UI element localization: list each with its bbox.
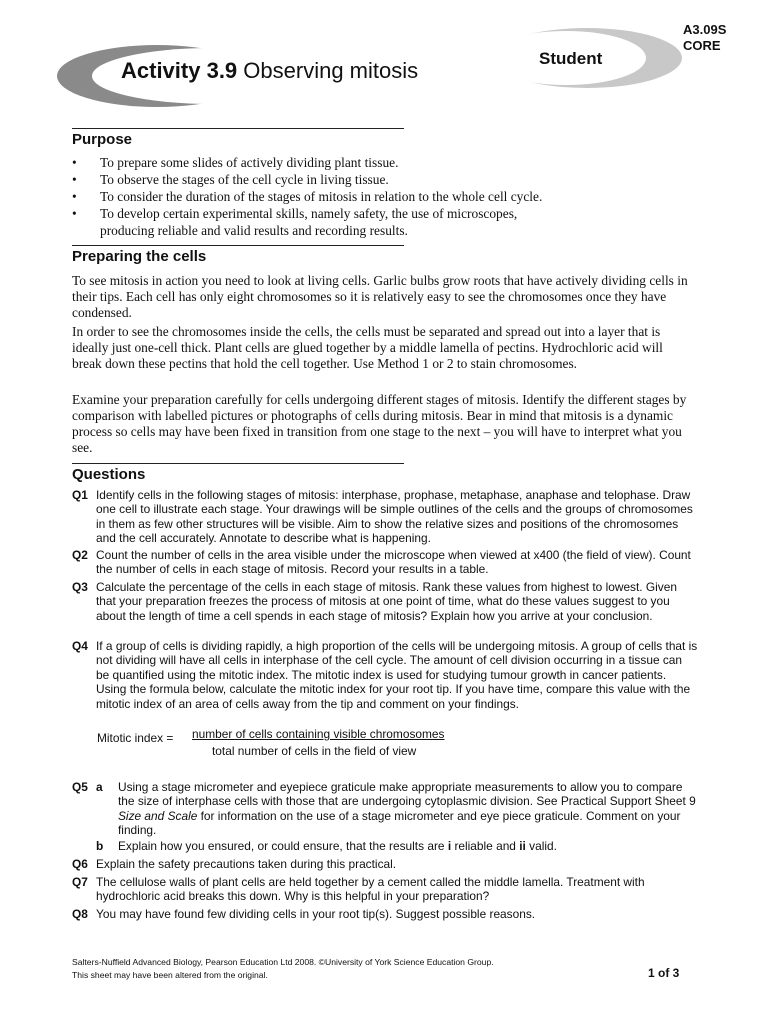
question-q8: Q8 You may have found few dividing cells in your root tip(s). Suggest possible reasons. (72, 907, 536, 921)
footer (72, 956, 494, 982)
footer-note: This sheet may have been altered from the original. (72, 970, 268, 980)
questions-heading: Questions (72, 466, 146, 483)
questions-rule (72, 463, 404, 464)
mitotic-index-label: Mitotic index = (97, 731, 174, 745)
question-q6: Q6 Explain the safety precautions taken during this practical. (72, 857, 397, 871)
purpose-list (72, 154, 712, 239)
preparing-paragraph: In order to see the chromosomes inside the cells, the cells must be separated and spread out into a layer that is ideally just one-cell thick. Plant cells are glued together by a middle lamella of pectins. Hydrochloric acid will break down these pectins that hold the cell together. Use Method 1 or 2 to stain chromosomes. (72, 324, 663, 371)
list-item: • To develop certain experimental skills, namely safety, the use of microscopes, producing reliable and valid results and recording results. (72, 206, 518, 238)
mitotic-index-denominator: total number of cells in the field of view (212, 744, 417, 758)
student-badge: Student (539, 49, 603, 68)
page-number: 1 of 3 (648, 966, 680, 980)
title-text: Observing mitosis (237, 58, 419, 83)
preparing-paragraph: To see mitosis in action you need to look at living cells. Garlic bulbs grow roots that have actively dividing cells in their tips. Each cell has only eight chromosomes so it is relatively easy to see the chromosomes once they have condensed. (72, 273, 688, 320)
question-q3: Q3 Calculate the percentage of the cells in each stage of mitosis. Rank these values from highest to lowest. Given that your preparation freezes the process of mitosis at one point of time, what do these values suggest to you about the length of time a cell spends in each stage of mitosis? Explain how you arrive at your conclusion. (72, 580, 677, 623)
list-item: • To consider the duration of the stages of mitosis in relation to the whole cell cycle. (72, 189, 543, 204)
list-item: • To observe the stages of the cell cycle in living tissue. (72, 172, 389, 187)
question-q2: Q2 Count the number of cells in the area visible under the microscope when viewed at x400 (the field of view). Count the number of cells in each stage of mitosis. Record your results in a table. (72, 548, 691, 577)
question-q5b: b Explain how you ensured, or could ensure, that the results are i reliable and ii valid. (96, 839, 557, 853)
mitotic-index-numerator: number of cells containing visible chromosomes (192, 727, 445, 741)
list-item: • To prepare some slides of actively dividing plant tissue. (72, 155, 399, 170)
question-q5a: Q5 a Using a stage micrometer and eyepiece graticule make appropriate measurements to allow you to compare the size of interphase cells with those that are undergoing cytoplasmic division. See Practical Support Sheet 9 Size and Scale for information on the use of a stage micrometer and eye piece graticule. Comment on your finding. (72, 780, 696, 838)
preparing-paragraph: Examine your preparation carefully for cells undergoing different stages of mitosis. Identify the different stages by comparison with labelled pictures or photographs of cells during mitosis. Bear in mind that mitosis is a dynamic process so cells may have been fixed in transition from one stage to the next – you will have to interpret what you see. (72, 392, 687, 455)
page-title (121, 58, 418, 84)
sheet-code-id: A3.09S (683, 22, 727, 37)
sheet-code (683, 22, 726, 54)
question-q4: Q4 If a group of cells is dividing rapidly, a high proportion of the cells will be undergoing mitosis. A group of cells that is not dividing will have all cells in interphase of the cell cycle. The amount of cell division occurring in a tissue can be quantified using the mitotic index. The mitotic index is used for studying tumour growth in cancer patients. Using the formula below, calculate the mitotic index for your root tip. If you have time, compare this value with the mitotic index of an area of cells away from the tip and comment on your findings. (72, 639, 698, 711)
question-q7: Q7 The cellulose walls of plant cells are held together by a cement called the middle lamella. Treatment with hydrochloric acid breaks this down. Why is this helpful in your preparation? (72, 875, 645, 904)
question-q1: Q1 Identify cells in the following stages of mitosis: interphase, prophase, metaphase, anaphase and telophase. Draw one cell to illustrate each stage. Your drawings will be simple outlines of the cells and the groups of chromosomes in them as few other structures will be visible. Aim to show the relative sizes and positions of the chromosomes and the cell accurately. Annotate to describe what is happening. (72, 488, 693, 546)
sheet-code-level: CORE (683, 38, 721, 53)
preparing-heading: Preparing the cells (72, 248, 207, 265)
footer-copyright: Salters-Nuffield Advanced Biology, Pearson Education Ltd 2008. ©University of York Science Education Group. (72, 957, 494, 967)
purpose-heading: Purpose (72, 131, 133, 148)
purpose-rule (72, 128, 404, 129)
preparing-rule (72, 245, 404, 246)
title-activity-number: Activity 3.9 (121, 58, 238, 83)
